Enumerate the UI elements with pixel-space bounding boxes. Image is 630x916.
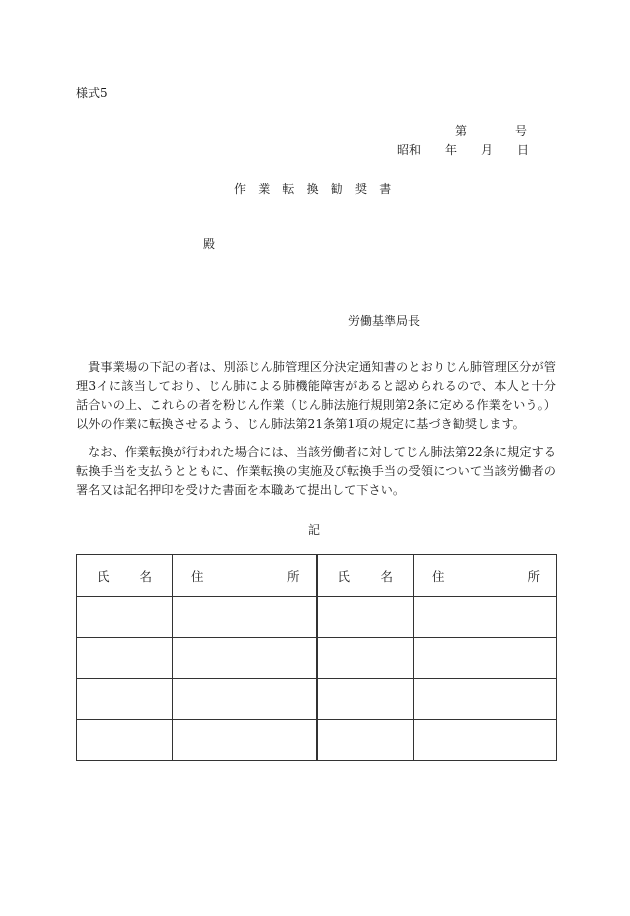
- body-paragraph-2: なお、作業転換が行われた場合には、当該労働者に対してじん肺法第22条に規定する転換手当を支払うとともに、作業転換の実施及び転換手当の受領について当該労働者の署名又は記名押印を受けた書面を本職あて提出して下さい。: [76, 445, 556, 497]
- document-title: 作 業 転 換 勧 奨 書: [234, 182, 392, 196]
- table-row: [77, 720, 557, 761]
- address-field[interactable]: [414, 720, 557, 761]
- header-name: 氏 名: [77, 555, 173, 597]
- name-field[interactable]: [317, 597, 414, 638]
- form-number: 様式5: [76, 86, 108, 100]
- name-field[interactable]: [77, 679, 173, 720]
- name-field[interactable]: [317, 720, 414, 761]
- table-row: [77, 679, 557, 720]
- table-row: [77, 638, 557, 679]
- header-address: 住 所: [173, 555, 317, 597]
- table-row: [77, 597, 557, 638]
- document-date: 昭和 年 月 日: [397, 143, 530, 157]
- name-field[interactable]: [317, 638, 414, 679]
- header-address-2: 住 所: [414, 555, 557, 597]
- issuer: 労働基準局長: [348, 314, 421, 328]
- name-field[interactable]: [77, 638, 173, 679]
- document-number: 第 号: [455, 124, 528, 138]
- header-name-2: 氏 名: [317, 555, 414, 597]
- name-field[interactable]: [317, 679, 414, 720]
- employee-table: [76, 554, 557, 761]
- table-header-row: [77, 555, 557, 597]
- address-field[interactable]: [173, 679, 317, 720]
- recipient-honorific: 殿: [203, 237, 216, 251]
- name-field[interactable]: [77, 720, 173, 761]
- address-field[interactable]: [414, 679, 557, 720]
- ki-heading: 記: [308, 523, 321, 537]
- address-field[interactable]: [173, 597, 317, 638]
- name-field[interactable]: [77, 597, 173, 638]
- address-field[interactable]: [173, 638, 317, 679]
- body-paragraph-1: 貴事業場の下記の者は、別添じん肺管理区分決定通知書のとおりじん肺管理区分が管理3イに該当しており、じん肺による肺機能障害があると認められるので、本人と十分話合いの上、これらの者を粉じん作業（じん肺法施行規則第2条に定める作業をいう。）以外の作業に転換させるよう、じん肺法第21条第1項の規定に基づき勧奨します。: [76, 360, 556, 431]
- address-field[interactable]: [173, 720, 317, 761]
- address-field[interactable]: [414, 638, 557, 679]
- address-field[interactable]: [414, 597, 557, 638]
